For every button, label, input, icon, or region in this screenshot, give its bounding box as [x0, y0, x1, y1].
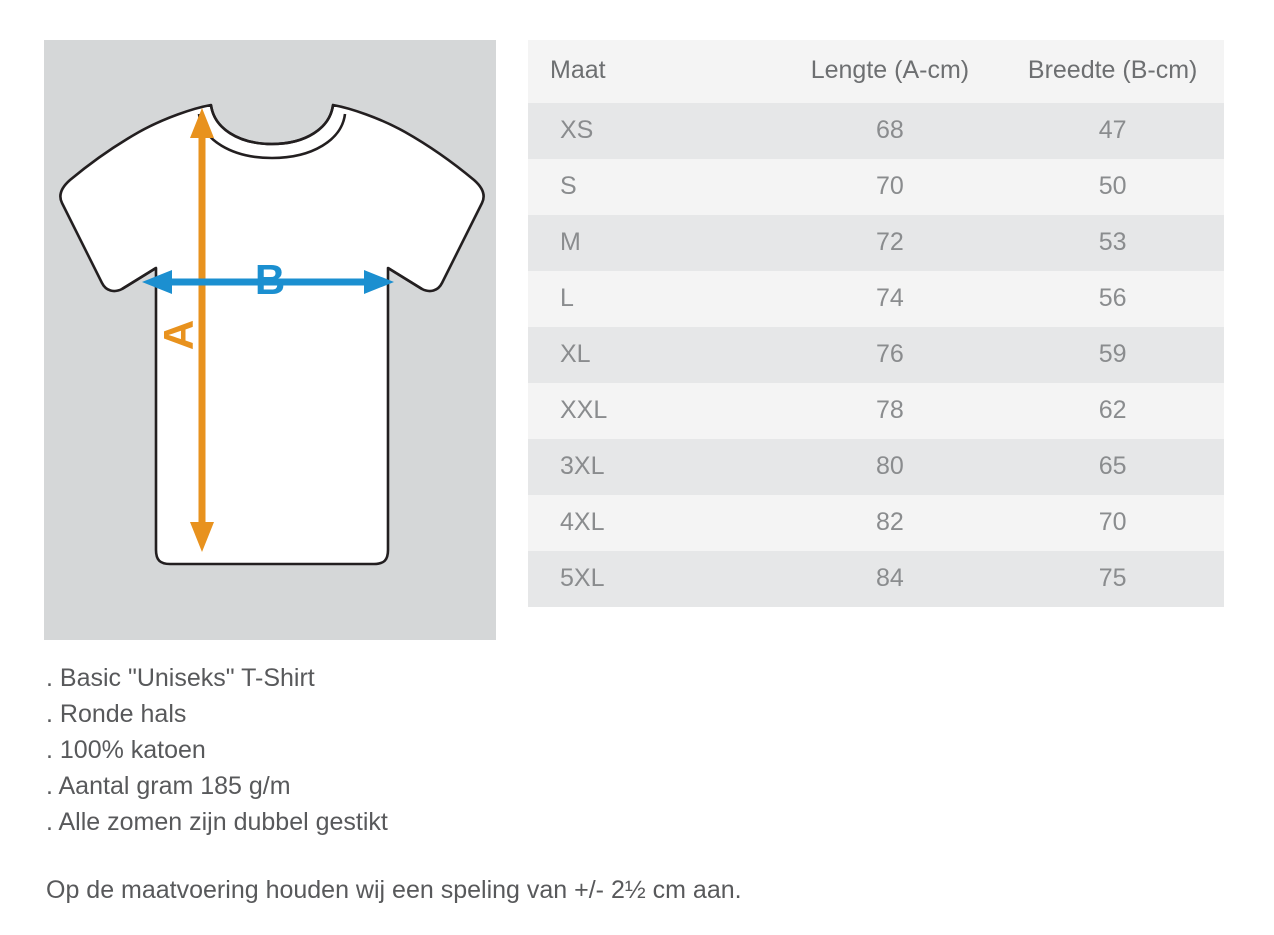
- table-row: [528, 439, 1224, 495]
- spec-item: . Basic "Uniseks" T-Shirt: [46, 664, 315, 692]
- column-header-length: Lengte (A-cm): [779, 40, 1002, 103]
- cell-width: 53: [1001, 215, 1224, 271]
- shirt-diagram-svg: [44, 40, 496, 640]
- cell-length: 84: [779, 551, 1002, 607]
- cell-size: M: [528, 215, 779, 271]
- cell-length: 72: [779, 215, 1002, 271]
- cell-length: 76: [779, 327, 1002, 383]
- cell-size: 4XL: [528, 495, 779, 551]
- spec-item: . Ronde hals: [46, 700, 187, 728]
- column-header-size: Maat: [528, 40, 779, 103]
- spec-item: . Aantal gram 185 g/m: [46, 772, 291, 800]
- table-row: [528, 215, 1224, 271]
- arrow-b-label: B: [254, 256, 286, 304]
- cell-size: S: [528, 159, 779, 215]
- cell-length: 80: [779, 439, 1002, 495]
- shirt-outline-icon: [60, 105, 483, 564]
- table-row: [528, 383, 1224, 439]
- table-row: [528, 271, 1224, 327]
- table-row: [528, 327, 1224, 383]
- cell-length: 70: [779, 159, 1002, 215]
- table-header-row: [528, 40, 1224, 103]
- cell-size: XXL: [528, 383, 779, 439]
- shirt-diagram-panel: [44, 40, 496, 640]
- cell-length: 82: [779, 495, 1002, 551]
- cell-size: XL: [528, 327, 779, 383]
- cell-width: 62: [1001, 383, 1224, 439]
- cell-size: XS: [528, 103, 779, 159]
- table-row: [528, 495, 1224, 551]
- cell-size: L: [528, 271, 779, 327]
- table-row: [528, 551, 1224, 607]
- table-row: [528, 159, 1224, 215]
- column-header-width: Breedte (B-cm): [1001, 40, 1224, 103]
- spec-item: . 100% katoen: [46, 736, 206, 764]
- cell-length: 78: [779, 383, 1002, 439]
- cell-size: 5XL: [528, 551, 779, 607]
- cell-width: 47: [1001, 103, 1224, 159]
- table-row: [528, 103, 1224, 159]
- tolerance-note: Op de maatvoering houden wij een speling van +/- 2½ cm aan.: [46, 876, 742, 904]
- cell-width: 65: [1001, 439, 1224, 495]
- cell-size: 3XL: [528, 439, 779, 495]
- cell-width: 75: [1001, 551, 1224, 607]
- cell-width: 56: [1001, 271, 1224, 327]
- arrow-a-label: A: [155, 319, 203, 351]
- cell-width: 59: [1001, 327, 1224, 383]
- spec-item: . Alle zomen zijn dubbel gestikt: [46, 808, 388, 836]
- cell-length: 68: [779, 103, 1002, 159]
- cell-length: 74: [779, 271, 1002, 327]
- size-chart-table: [528, 40, 1224, 607]
- product-specs-list: [46, 660, 946, 840]
- cell-width: 70: [1001, 495, 1224, 551]
- cell-width: 50: [1001, 159, 1224, 215]
